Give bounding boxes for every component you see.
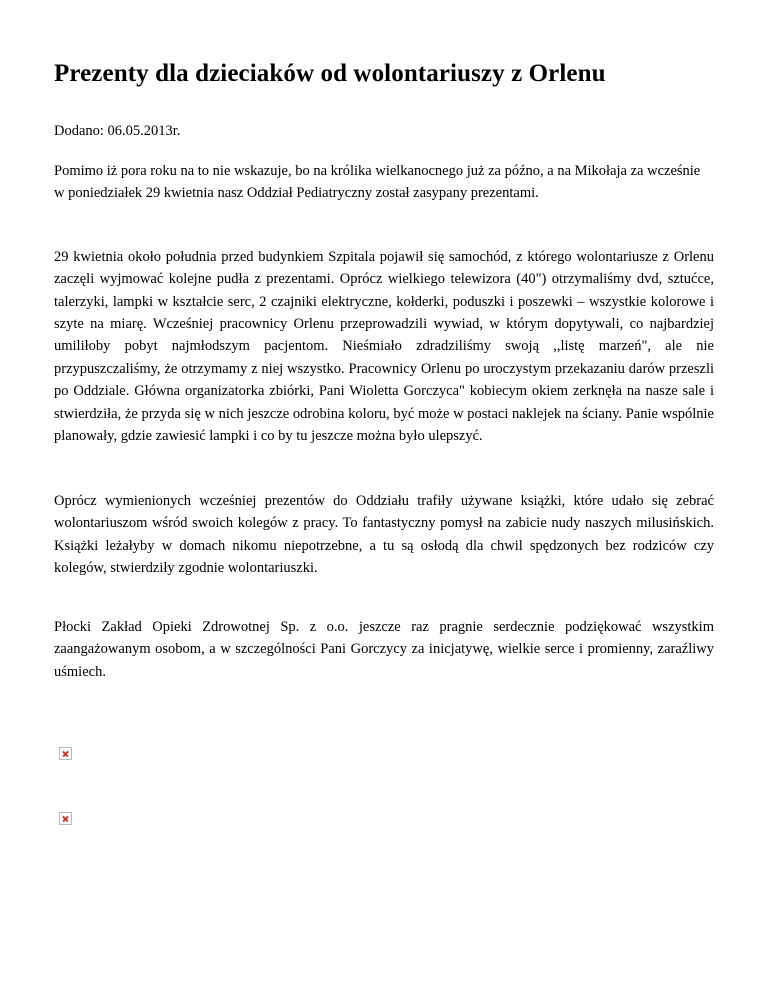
broken-image-icon bbox=[59, 812, 72, 825]
body-paragraph-1: 29 kwietnia około południa przed budynkiem Szpitala pojawił się samochód, z którego wolontariusze z Orlenu zaczęli wyjmować kolejne pudła z prezentami. Oprócz wielkiego telewizora (40") otrzymaliśmy dvd, sztućce, talerzyki, lampki w kształcie serc, 2 czajniki elektryczne, kołderki, poduszki i poszewki – wszystkie kolorowe i szyte na miarę. Wcześniej pracownicy Orlenu przeprowadzili wywiad, w którym dopytywali, co najbardziej umiliłoby pobyt najmłodszym pacjentom. Nieśmiało zdradziliśmy swoją ,,listę marzeń", ale nie przypuszczaliśmy, że otrzymamy z niej wszystko. Pracownicy Orlenu po uroczystym przekazaniu darów przeszli po Oddziale. Główna organizatorka zbiórki, Pani Wioletta Gorczyca" kobiecym okiem zerknęła na nasze sale i stwierdziła, że przyda się w nich jeszcze odrobina koloru, być może w postaci naklejek na ściany. Panie wspólnie planowały, gdzie zawiesić lampki i co by tu jeszcze można było ulepszyć. bbox=[54, 248, 714, 445]
publish-date: Dodano: 06.05.2013r. bbox=[54, 122, 181, 139]
broken-image-icon bbox=[59, 747, 72, 760]
image-placeholder-row-2 bbox=[59, 812, 714, 830]
page-title: Prezenty dla dzieciaków od wolontariuszy z Orlenu bbox=[54, 60, 606, 87]
lead-paragraph: Pomimo iż pora roku na to nie wskazuje, bo na królika wielkanocnego już za późno, a na Mikołaja za wcześnie w poniedziałek 29 kwietnia nasz Oddział Pediatryczny został zasypany prezentami. bbox=[54, 162, 701, 201]
image-placeholder-row-1 bbox=[59, 747, 714, 765]
body-paragraph-3: Płocki Zakład Opieki Zdrowotnej Sp. z o.o. jeszcze raz pragnie serdecznie podziękować wszystkim zaangażowanym osobom, a w szczególności Pani Gorczycy za inicjatywę, wielkie serce i promienny, zaraźliwy uśmiech. bbox=[54, 618, 714, 680]
body-paragraph-2: Oprócz wymienionych wcześniej prezentów do Oddziału trafiły używane książki, które udało się zebrać wolontariuszom wśród swoich kolegów z pracy. To fantastyczny pomysł na zabicie nudy naszych milusińskich. Książki leżałyby w domach nikomu niepotrzebne, a tu są osłodą dla chwil spędzonych bez rodziców czy kolegów, stwierdziły zgodnie wolontariuszki. bbox=[54, 492, 714, 577]
